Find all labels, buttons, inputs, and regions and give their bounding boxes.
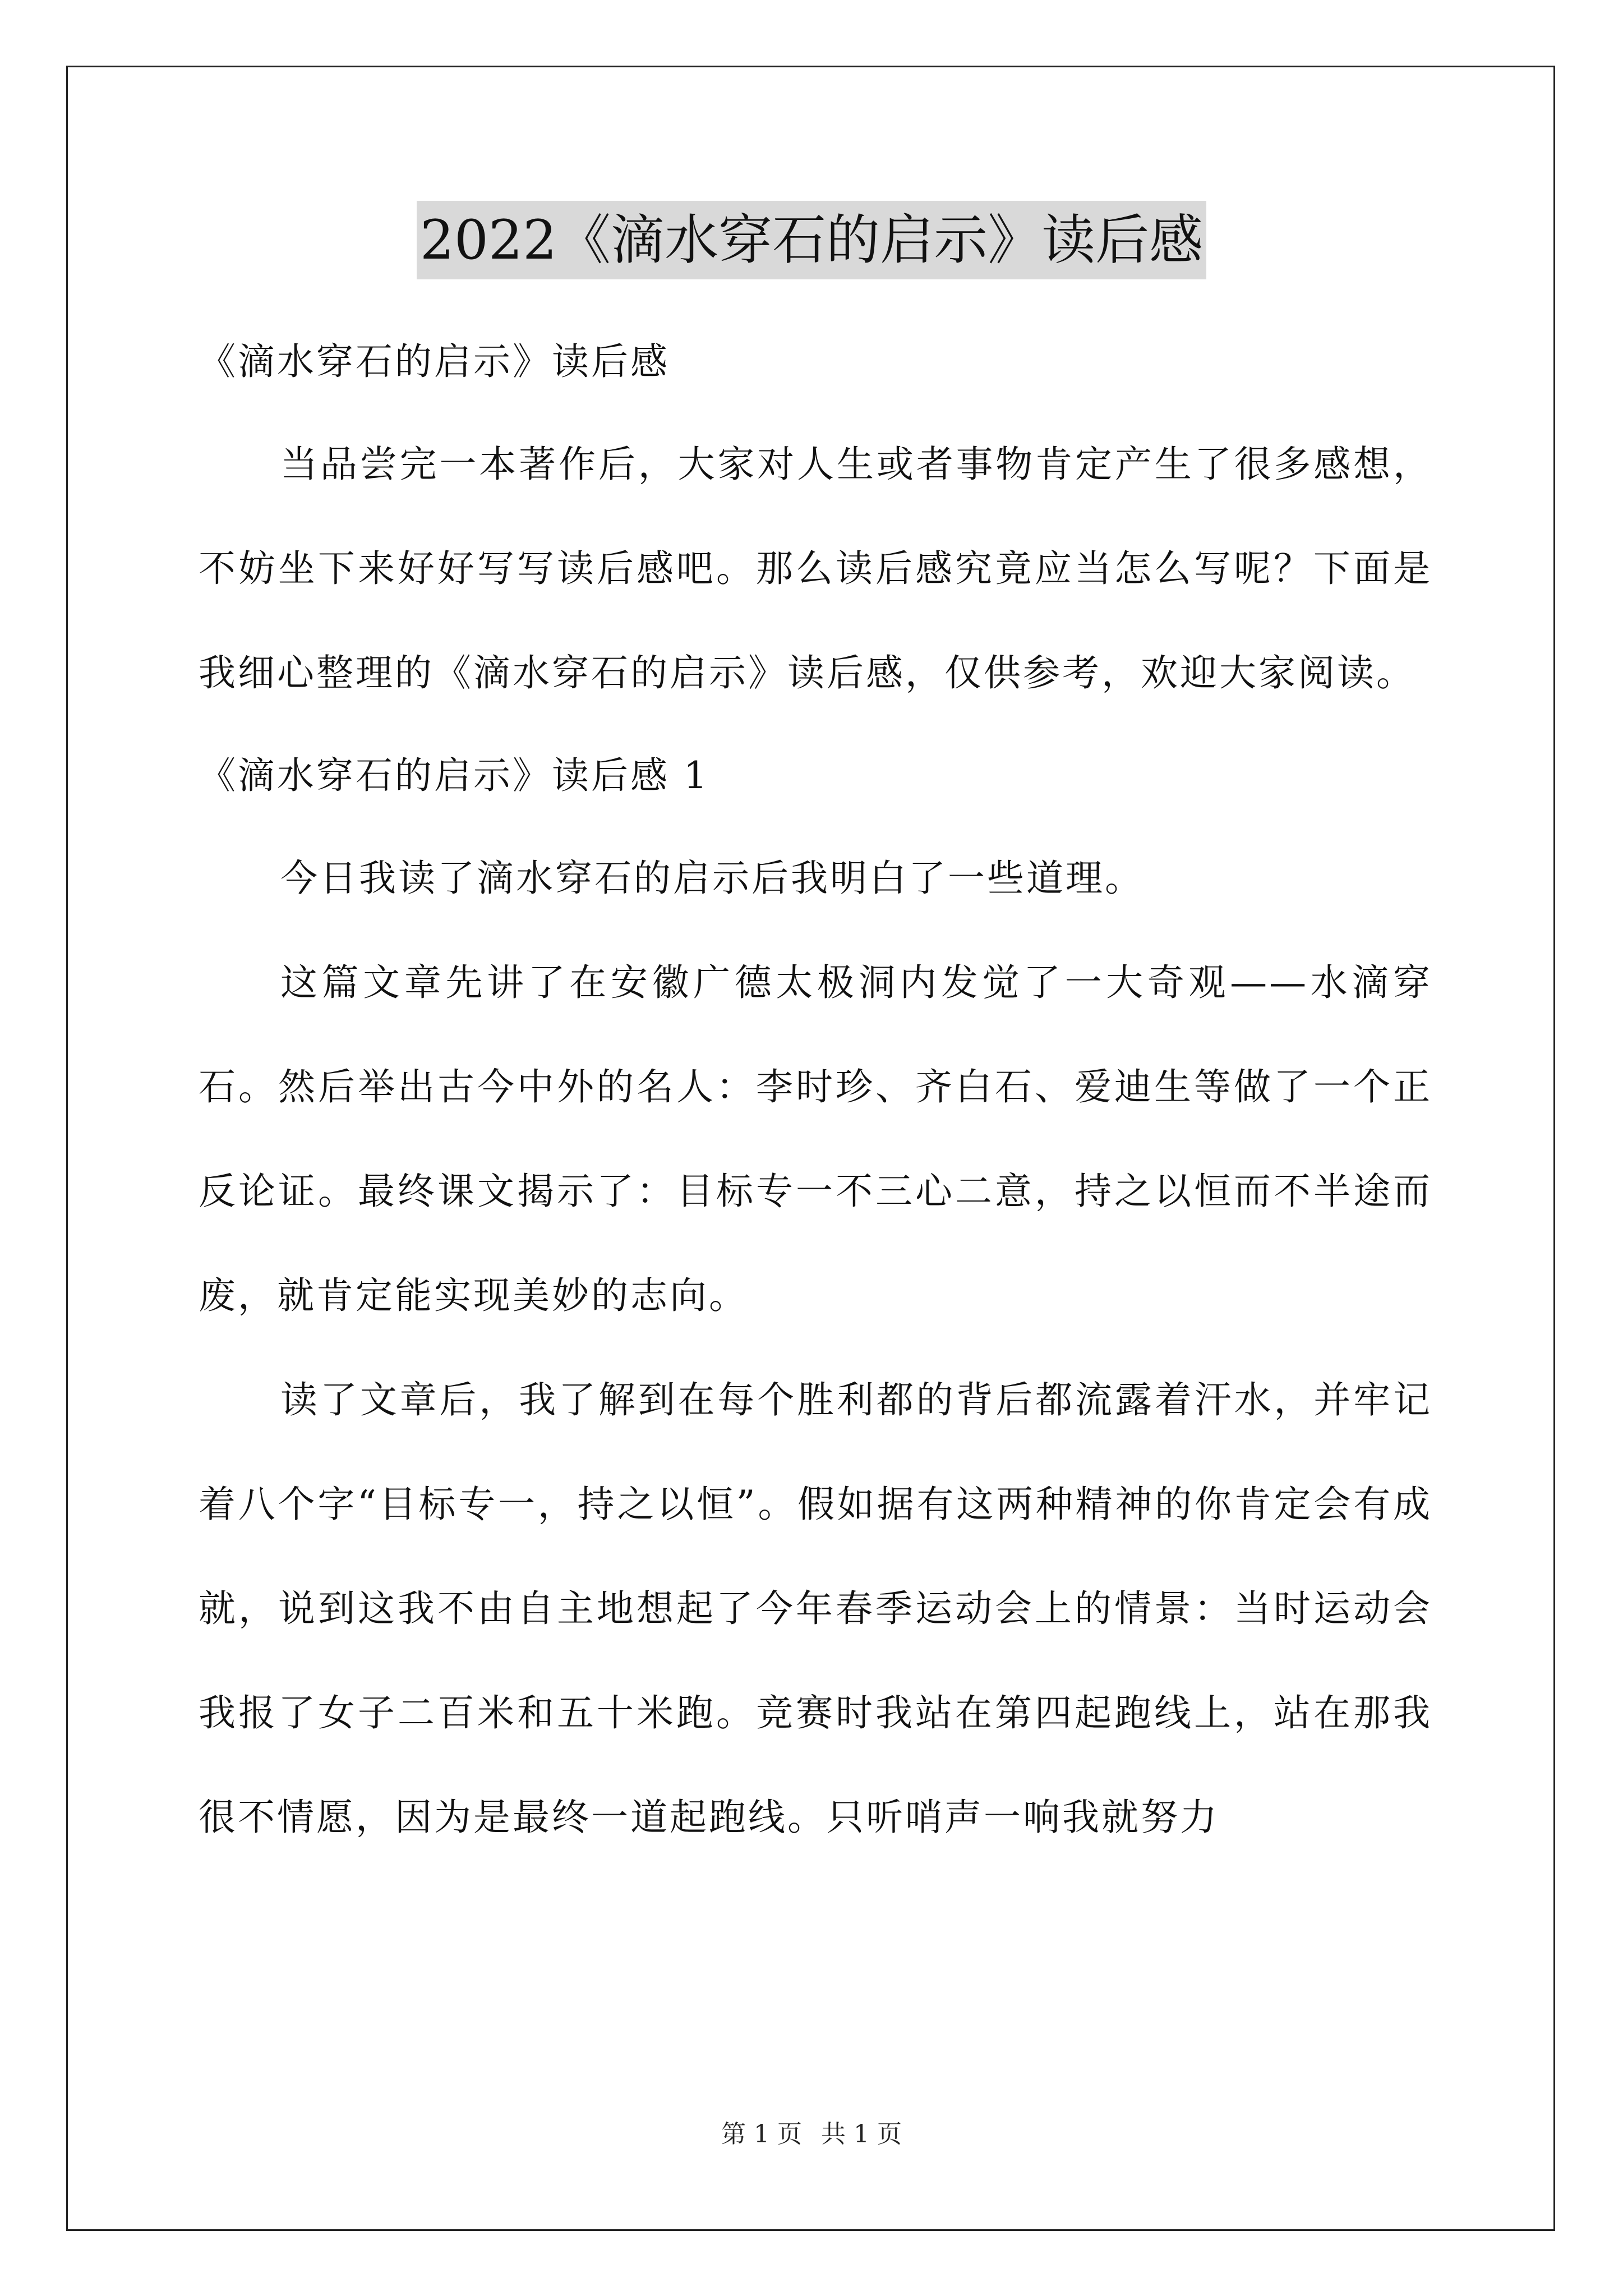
- document-title: 2022《滴水穿石的启示》读后感: [417, 201, 1206, 279]
- intro-paragraph: 当品尝完一本著作后，大家对人生或者事物肯定产生了很多感想，不妨坐下来好好写写读后感吧。那么读后感究竟应当怎么写呢？下面是我细心整理的《滴水穿石的启示》读后感，仅供参考，欢迎大家阅读。: [199, 443, 1432, 694]
- section-heading-1: 《滴水穿石的启示》读后感 1: [199, 754, 709, 797]
- body-paragraph: 这篇文章先讲了在安徽广德太极洞内发觉了一大奇观——水滴穿石。然后举出古今中外的名人：李时珍、齐白石、爱迪生等做了一个正反论证。最终课文揭示了：目标专一不三心二意，持之以恒而不半途而废，就肯定能实现美妙的志向。: [199, 961, 1432, 1317]
- body-paragraph: 今日我读了滴水穿石的启示后我明白了一些道理。: [280, 857, 1144, 900]
- page-total: 共 1 页: [821, 2120, 902, 2148]
- body-paragraph: 读了文章后，我了解到在每个胜利都的背后都流露着汗水，并牢记着八个字“目标专一，持之以恒”。假如据有这两种精神的你肯定会有成就，说到这我不由自主地想起了今年春季运动会上的情景：当时运动会我报了女子二百米和五十米跑。竞赛时我站在第四起跑线上，站在那我很不情愿，因为是最终一道起跑线。只听哨声一响我就努力: [199, 1378, 1432, 1839]
- document-body: [199, 311, 1432, 1870]
- title-container: [0, 201, 1623, 279]
- page-footer: [0, 2118, 1623, 2151]
- section-heading: 《滴水穿石的启示》读后感: [199, 340, 670, 383]
- page-number: 第 1 页: [721, 2120, 802, 2148]
